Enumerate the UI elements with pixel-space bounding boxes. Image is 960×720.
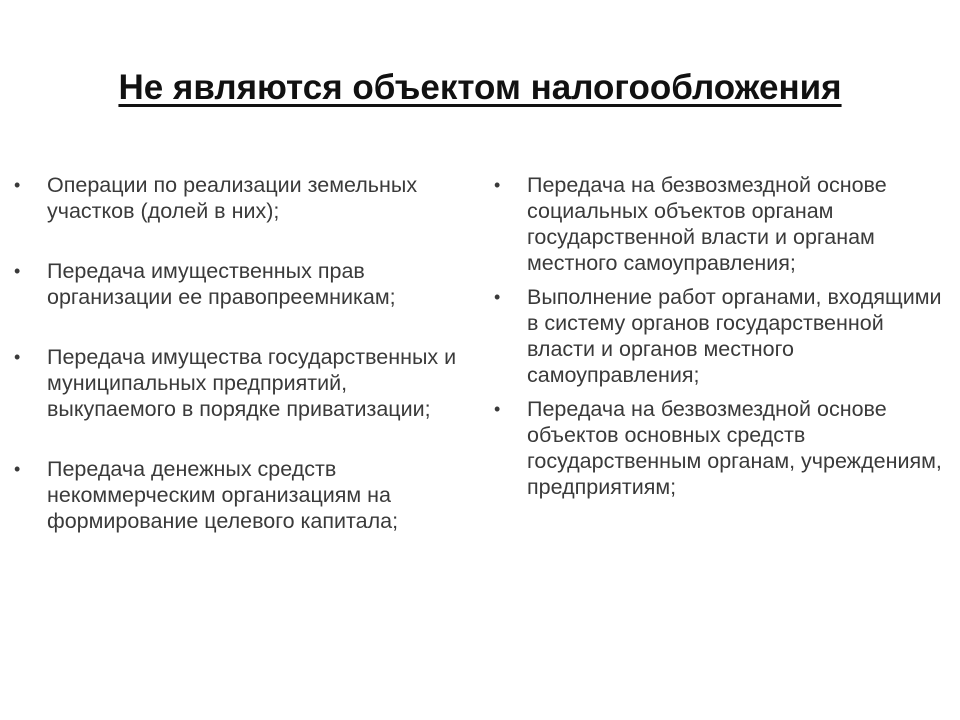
list-item — [14, 258, 464, 310]
list-item-text: Передача имущественных прав организации ее правопреемникам; — [47, 259, 396, 309]
bullet-icon: • — [494, 399, 501, 419]
list-item-text: Операции по реализации земельных участков (долей в них); — [47, 173, 418, 223]
list-item — [14, 172, 464, 224]
list-item — [494, 284, 954, 388]
bullet-icon: • — [14, 347, 21, 367]
bullet-icon: • — [14, 261, 21, 281]
bullet-icon: • — [14, 459, 21, 479]
slide-title — [0, 66, 960, 110]
list-item-text: Выполнение работ органами, входящими в систему органов государственной власти и органов местного самоуправления; — [527, 285, 942, 387]
slide-title-text: Не являются объектом налогообложения — [118, 68, 842, 107]
left-bullet-list — [14, 172, 464, 534]
list-item-text: Передача денежных средств некоммерческим организациям на формирование целевого капитала; — [47, 457, 399, 533]
list-item — [14, 456, 464, 534]
list-item-text: Передача имущества государственных и муниципальных предприятий, выкупаемого в порядке приватизации; — [47, 345, 457, 421]
list-item — [494, 172, 954, 276]
bullet-icon: • — [14, 175, 21, 195]
list-item — [494, 396, 954, 500]
list-item — [14, 344, 464, 422]
bullet-icon: • — [494, 175, 501, 195]
bullet-icon: • — [494, 287, 501, 307]
list-item-text: Передача на безвозмездной основе социальных объектов органам государственной власти и органам местного самоуправления; — [527, 173, 887, 275]
list-item-text: Передача на безвозмездной основе объектов основных средств государственным органам, учреждениям, предприятиям; — [527, 397, 942, 499]
right-bullet-list — [494, 172, 954, 500]
